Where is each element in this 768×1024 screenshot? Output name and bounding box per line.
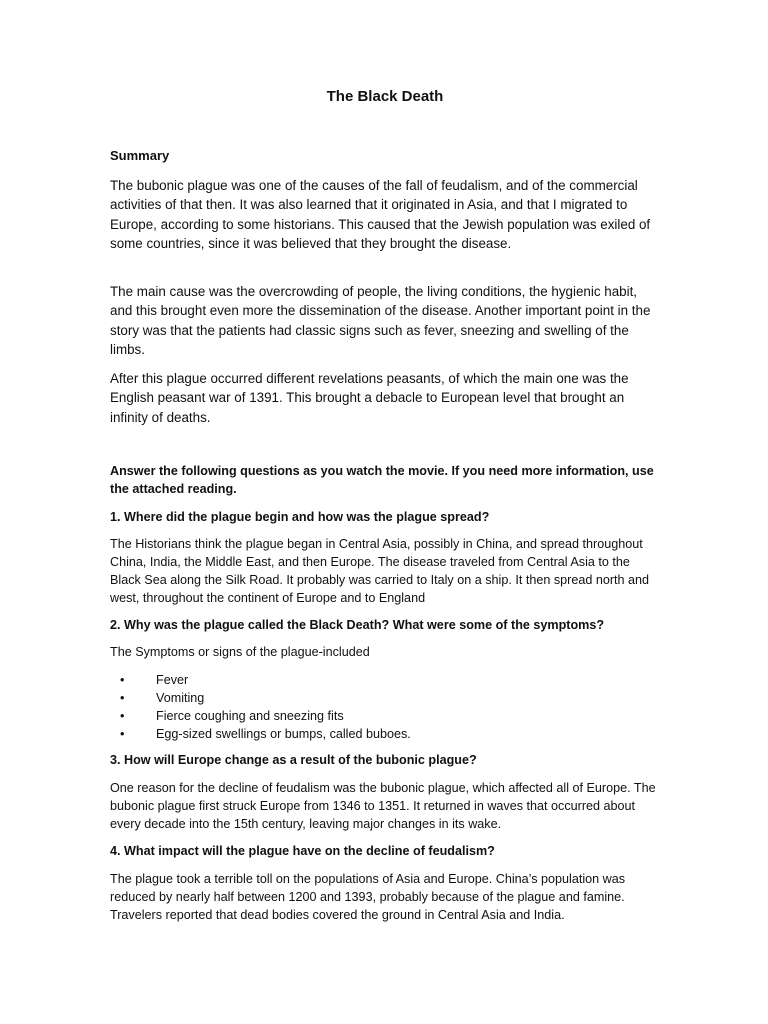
answer-2: The Symptoms or signs of the plague-included [110, 645, 370, 659]
list-item [110, 689, 411, 707]
bullet-icon: • [120, 709, 125, 723]
question-3: 3. How will Europe change as a result of the bubonic plague? [110, 753, 477, 767]
list-item-text: Egg-sized swellings or bumps, called buboes. [156, 727, 411, 741]
answer-3: One reason for the decline of feudalism was the bubonic plague, which affected all of Europe. The bubonic plague first struck Europe from 1346 to 1351. It returned in waves that occurred about every decade into the 15th century, leaving major changes in its wake. [110, 781, 656, 831]
question-4: 4. What impact will the plague have on the decline of feudalism? [110, 844, 495, 858]
answer-4: The plague took a terrible toll on the populations of Asia and Europe. China’s population was reduced by nearly half between 1200 and 1393, probably because of the plague and famine. Travelers reported that dead bodies covered the ground in Central Asia and India. [110, 872, 626, 922]
symptoms-list [110, 671, 411, 743]
list-item-text: Fever [156, 673, 189, 687]
summary-paragraph-1: The bubonic plague was one of the causes of the fall of feudalism, and of the commercial activities of that then. It was also learned that it originated in Asia, and that I migrated to Europe, according to some historians. This caused that the Jewish population was exiled of some countries, since it was believed that they brought the disease. [110, 178, 651, 251]
list-item [110, 725, 411, 743]
answer-1: The Historians think the plague began in Central Asia, possibly in China, and spread throughout China, India, the Middle East, and then Europe. The disease traveled from Central Asia to the Black Sea along the Silk Road. It probably was carried to Italy on a ship. It then spread north and west, throughout the continent of Europe and to England [110, 537, 650, 605]
document-title: The Black Death [326, 88, 444, 105]
document-page [110, 0, 660, 1024]
summary-heading: Summary [110, 148, 170, 163]
bullet-icon: • [120, 691, 125, 705]
list-item [110, 671, 411, 689]
list-item-text: Vomiting [156, 691, 205, 705]
summary-paragraph-3: After this plague occurred different revelations peasants, of which the main one was the English peasant war of 1391. This brought a debacle to European level that brought an infinity of deaths. [110, 371, 629, 425]
summary-paragraph-2: The main cause was the overcrowding of people, the living conditions, the hygienic habit, and this brought even more the dissemination of the disease. Another important point in the story was that the patients had classic signs such as fever, sneezing and swelling of the limbs. [110, 284, 651, 357]
question-1: 1. Where did the plague begin and how was the plague spread? [110, 510, 490, 524]
question-2: 2. Why was the plague called the Black Death? What were some of the symptoms? [110, 618, 605, 632]
list-item [110, 707, 411, 725]
instructions: Answer the following questions as you watch the movie. If you need more information, use the attached reading. [110, 464, 654, 496]
list-item-text: Fierce coughing and sneezing fits [156, 709, 344, 723]
bullet-icon: • [120, 727, 125, 741]
bullet-icon: • [120, 673, 125, 687]
